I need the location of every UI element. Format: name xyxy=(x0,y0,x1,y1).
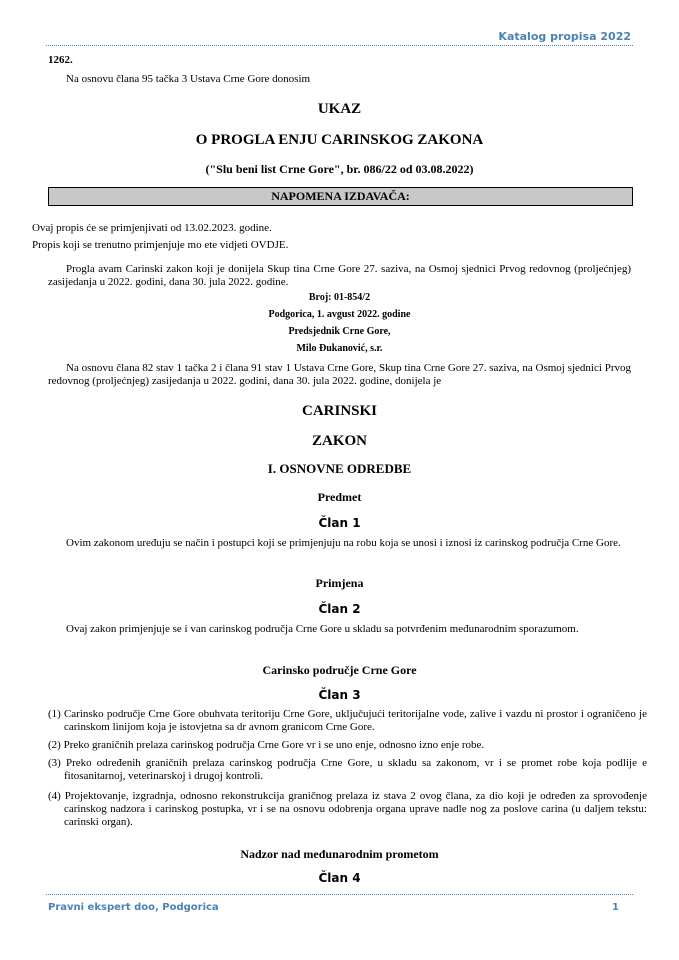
proclamation-number: Broj: 01-854/2 xyxy=(308,292,371,303)
article-2-text: Ovaj zakon primjenjuje se i van carinskog područja Crne Gore u skladu sa potvrđenim međunarodnim sporazumom. xyxy=(66,623,579,635)
article-3-item-4: (4) Projektovanje, izgradnja, odnosno rekonstrukcija graničnog prelaza iz stava 2 ovog člana, za dio koji je određen za sprovođenje carinskog nadzora i carinskog postupka, vr i se na osnovu odobrenja organa uprave nadle nog za poslove carina (u daljem tekstu: carinski organ). xyxy=(48,790,647,828)
article-4-heading: Član 4 xyxy=(318,871,361,885)
footer-publisher: Pravni ekspert doo, Podgorica xyxy=(48,902,219,913)
note-line-1: Ovaj propis će se primjenjivati od 13.02.2023. godine. xyxy=(32,222,272,234)
article-3-item-2: (2) Preko graničnih prelaza carinskog područja Crne Gore vr i se uno enje, odnosno izno enje robe. xyxy=(48,739,485,751)
article-2-heading: Član 2 xyxy=(318,602,361,616)
ukaz-title: O PROGLA ENJU CARINSKOG ZAKONA xyxy=(195,132,484,148)
gazette-reference: ("Slu beni list Crne Gore", br. 086/22 od 03.08.2022) xyxy=(205,162,474,176)
document-number: 1262. xyxy=(48,54,73,66)
law-title-2: ZAKON xyxy=(311,433,367,449)
heading-carinsko-podrucje: Carinsko područje Crne Gore xyxy=(262,663,417,677)
header-divider xyxy=(46,45,633,46)
catalog-header: Katalog propisa 2022 xyxy=(498,30,631,43)
article-3-item-1: (1) Carinsko područje Crne Gore obuhvata teritoriju Crne Gore, uključujući teritorijalne vode, zalive i vazdu ni prostor i ograničeno je carinskom linijom koja je istovjetna sa dr avnom granicom Crne Gore. xyxy=(48,708,647,733)
footer-divider xyxy=(46,894,633,895)
article-3-heading: Član 3 xyxy=(318,688,361,702)
president-title: Predsjednik Crne Gore, xyxy=(288,326,391,337)
heading-nadzor: Nadzor nad međunarodnim prometom xyxy=(240,847,439,861)
article-1-text: Ovim zakonom uređuju se način i postupci koji se primjenjuju na robu koja se unosi i iznosi iz carinskog područja Crne Gore. xyxy=(66,537,621,549)
page-number: 1 xyxy=(612,902,619,913)
ukaz-heading: UKAZ xyxy=(317,101,362,117)
law-title-1: CARINSKI xyxy=(301,403,377,419)
publisher-note-box: NAPOMENA IZDAVAČA: xyxy=(48,187,633,206)
heading-predmet: Predmet xyxy=(317,490,362,504)
article-3-item-3: (3) Preko određenih graničnih prelaza carinskog područja Crne Gore, u skladu sa zakonom, vr i se promet robe koja podlije e fitosanitarnoj, veterinarskoj i drugoj kontroli. xyxy=(48,757,647,782)
ukaz-basis: Na osnovu člana 95 tačka 3 Ustava Crne Gore donosim xyxy=(66,73,311,85)
president-name: Milo Đukanović, s.r. xyxy=(296,343,383,354)
note-line-2: Propis koji se trenutno primjenjuje mo ete vidjeti OVDJE. xyxy=(32,239,289,251)
article-1-heading: Član 1 xyxy=(318,516,361,530)
section-heading: I. OSNOVNE ODREDBE xyxy=(267,461,412,476)
proclamation-text: Progla avam Carinski zakon koji je donijela Skup tina Crne Gore 27. saziva, na Osmoj sjednici Prvog redovnog (proljećnjeg) zasijedanja u 2022. godini, dana 30. jula 2022. godine. xyxy=(48,263,631,288)
heading-primjena: Primjena xyxy=(315,576,364,590)
proclamation-place-date: Podgorica, 1. avgust 2022. godine xyxy=(268,309,411,320)
adoption-text: Na osnovu člana 82 stav 1 tačka 2 i člana 91 stav 1 Ustava Crne Gore, Skup tina Crne Gore 27. saziva, na Osmoj sjednici Prvog redovnog (proljećnjeg) zasijedanja u 2022. godini, dana 30. jula 2022. godine, donijela je xyxy=(48,362,631,387)
